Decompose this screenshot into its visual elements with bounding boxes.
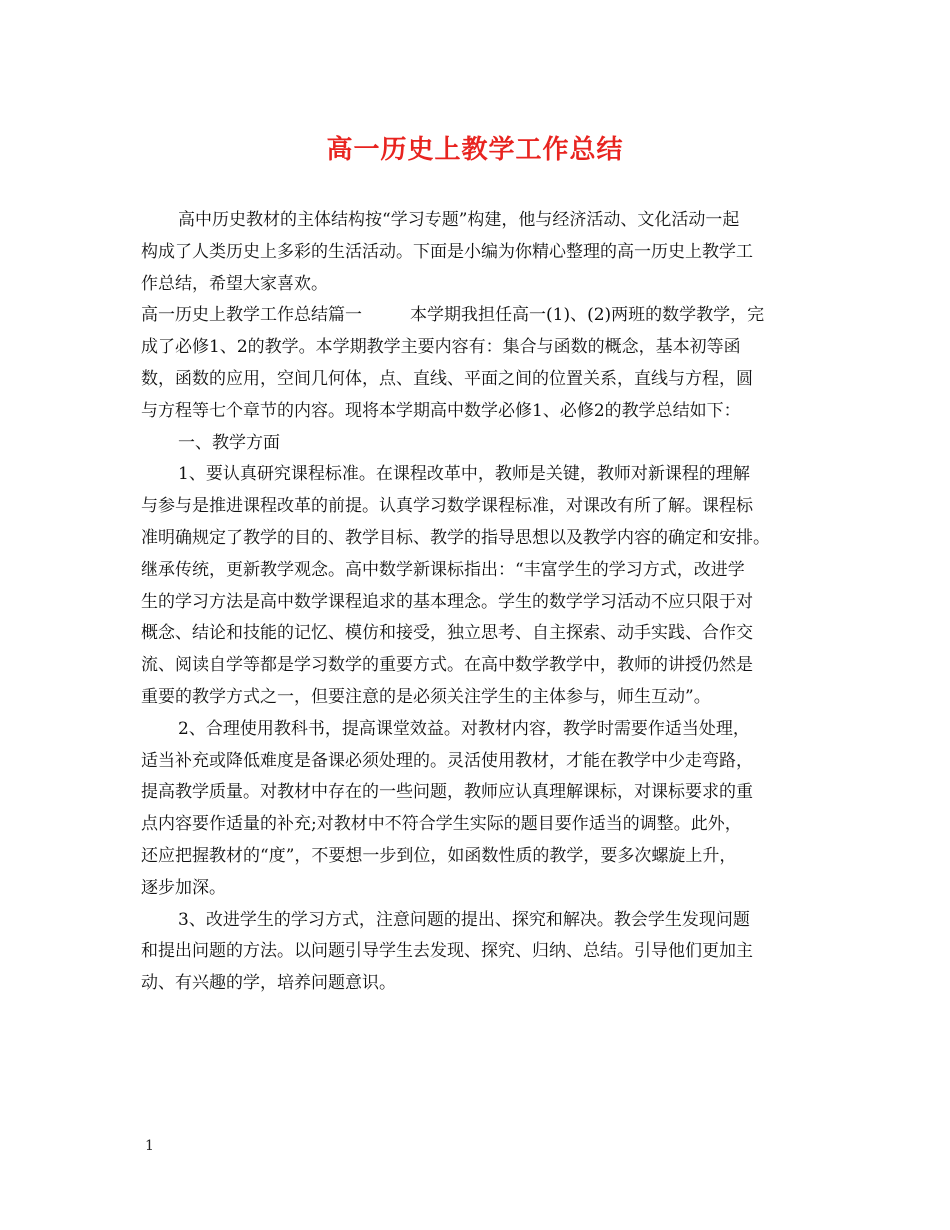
paragraph-line: 高中历史教材的主体结构按“学习专题”构建，他与经济活动、文化活动一起 <box>178 210 740 230</box>
paragraph-line: 继承传统，更新教学观念。高中数学新课标指出：“丰富学生的学习方式，改进学 <box>141 559 745 580</box>
paragraph-line: 与方程等七个章节的内容。现将本学期高中数学必修1、必修2的教学总结如下： <box>141 400 741 421</box>
paragraph-line: 和提出问题的方法。以问题引导学生去发现、探究、归纳、总结。引导他们更加主 <box>141 941 753 962</box>
paragraph-line: 1、要认真研究课程标准。在课程改革中，教师是关键，教师对新课程的理解 <box>178 464 750 485</box>
paragraph-line: 点内容要作适量的补充;对教材中不符合学生实际的题目要作适当的调整。此外， <box>141 814 742 835</box>
paragraph-line: 生的学习方法是高中数学课程追求的基本理念。学生的数学学习活动不应只限于对 <box>141 591 753 612</box>
page-number: 1 <box>145 1138 154 1154</box>
paragraph-line: 还应把握教材的“度”，不要想一步到位，如函数性质的教学，要多次螺旋上升， <box>141 845 737 866</box>
paragraph-line: 构成了人类历史上多彩的生活活动。下面是小编为你精心整理的高一历史上教学工 <box>141 241 753 262</box>
paragraph-line: 本学期我担任高一(1)、(2)两班的数学教学，完 <box>410 305 765 326</box>
paragraph-line: 提高教学质量。对教材中存在的一些问题，教师应认真理解课标，对课标要求的重 <box>141 782 753 803</box>
paragraph-line: 准明确规定了教学的目的、教学目标、教学的指导思想以及教学内容的确定和安排。 <box>141 527 770 548</box>
paragraph-line: 动、有兴趣的学，培养问题意识。 <box>141 973 396 994</box>
section-heading: 高一历史上教学工作总结篇一 <box>141 305 362 326</box>
paragraph-line: 3、改进学生的学习方式，注意问题的提出、探究和解决。教会学生发现问题 <box>178 909 750 930</box>
document-body <box>141 205 813 1000</box>
paragraph-line: 数，函数的应用，空间几何体，点、直线、平面之间的位置关系，直线与方程，圆 <box>141 368 753 389</box>
paragraph-line: 适当补充或降低难度是备课必须处理的。灵活使用教材，才能在教学中少走弯路， <box>141 750 753 771</box>
paragraph-line: 作总结，希望大家喜欢。 <box>141 273 328 294</box>
paragraph-line: 概念、结论和技能的记忆、模仿和接受，独立思考、自主探索、动手实践、合作交 <box>141 623 753 644</box>
section-heading-line <box>141 300 813 332</box>
paragraph-line: 逐步加深。 <box>141 877 226 898</box>
document-title: 高一历史上教学工作总结 <box>326 135 624 165</box>
paragraph-line: 2、合理使用教科书，提高课堂效益。对教材内容，教学时需要作适当处理， <box>178 718 750 739</box>
paragraph-line: 与参与是推进课程改革的前提。认真学习数学课程标准，对课改有所了解。课程标 <box>141 496 753 517</box>
paragraph-line: 重要的教学方式之一，但要注意的是必须关注学生的主体参与，师生互动”。 <box>141 686 711 707</box>
paragraph-line: 成了必修1、2的教学。本学期教学主要内容有：集合与函数的概念，基本初等函 <box>141 337 741 358</box>
paragraph-line: 流、阅读自学等都是学习数学的重要方式。在高中数学教学中，教师的讲授仍然是 <box>141 655 753 676</box>
subsection-heading: 一、教学方面 <box>178 432 280 453</box>
